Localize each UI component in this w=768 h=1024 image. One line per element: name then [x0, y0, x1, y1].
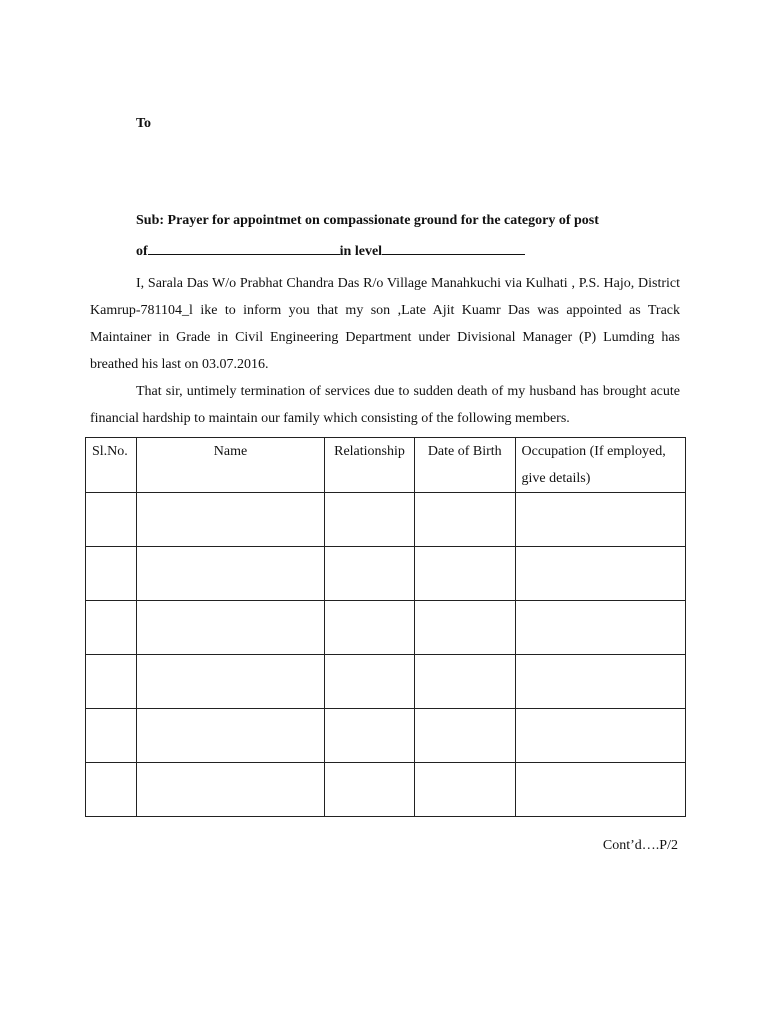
cell-slno: [86, 709, 137, 763]
subject-of-label: of: [136, 244, 148, 259]
cell-dob: [414, 601, 515, 655]
cell-occupation: [515, 709, 685, 763]
cell-occupation: [515, 655, 685, 709]
cell-slno: [86, 493, 137, 547]
cell-slno: [86, 547, 137, 601]
cell-slno: [86, 655, 137, 709]
hardship-paragraph: That sir, untimely termination of services due to sudden death of my husband has brought acute financial hardship to maintain our family which consisting of the following members.: [90, 384, 680, 426]
continued-marker: Cont’d….P/2: [602, 838, 678, 853]
table-row: [86, 601, 686, 655]
post-blank-line: [148, 240, 340, 255]
header-slno: Sl.No.: [86, 438, 137, 493]
table-row: [86, 547, 686, 601]
table-row: [86, 493, 686, 547]
cell-dob: [414, 547, 515, 601]
cell-relationship: [325, 601, 415, 655]
table-row: [86, 709, 686, 763]
addressee-label: To: [136, 116, 152, 131]
cell-occupation: [515, 547, 685, 601]
table-row: [86, 763, 686, 817]
header-relationship: Relationship: [325, 438, 415, 493]
cell-name: [136, 655, 324, 709]
cell-slno: [86, 763, 137, 817]
subject-in-level-label: in level: [339, 244, 383, 259]
cell-name: [136, 547, 324, 601]
header-occupation: Occupation (If employed, give details): [515, 438, 685, 493]
cell-name: [136, 763, 324, 817]
cell-name: [136, 493, 324, 547]
cell-relationship: [325, 547, 415, 601]
cell-relationship: [325, 763, 415, 817]
header-name: Name: [136, 438, 324, 493]
table-header-row: [86, 438, 686, 493]
cell-relationship: [325, 655, 415, 709]
cell-relationship: [325, 709, 415, 763]
cell-slno: [86, 601, 137, 655]
family-members-table: [85, 437, 686, 817]
cell-relationship: [325, 493, 415, 547]
header-dob: Date of Birth: [414, 438, 515, 493]
level-blank-line: [382, 240, 525, 255]
cell-dob: [414, 763, 515, 817]
subject-continuation: [136, 240, 525, 260]
cell-name: [136, 601, 324, 655]
cell-occupation: [515, 601, 685, 655]
cell-occupation: [515, 763, 685, 817]
cell-dob: [414, 493, 515, 547]
cell-occupation: [515, 493, 685, 547]
table-row: [86, 655, 686, 709]
cell-dob: [414, 655, 515, 709]
introduction-paragraph: I, Sarala Das W/o Prabhat Chandra Das R/o Village Manahkuchi via Kulhati , P.S. Hajo, District Kamrup-781104_l ike to inform you that my son ,Late Ajit Kuamr Das was appointed as Track Maintainer in Grade in Civil Engineering Department under Divisional Manager (P) Lumding has breathed his last on 03.07.2016.: [90, 276, 680, 372]
cell-dob: [414, 709, 515, 763]
cell-name: [136, 709, 324, 763]
subject-line: Sub: Prayer for appointmet on compassionate ground for the category of post: [136, 213, 599, 228]
